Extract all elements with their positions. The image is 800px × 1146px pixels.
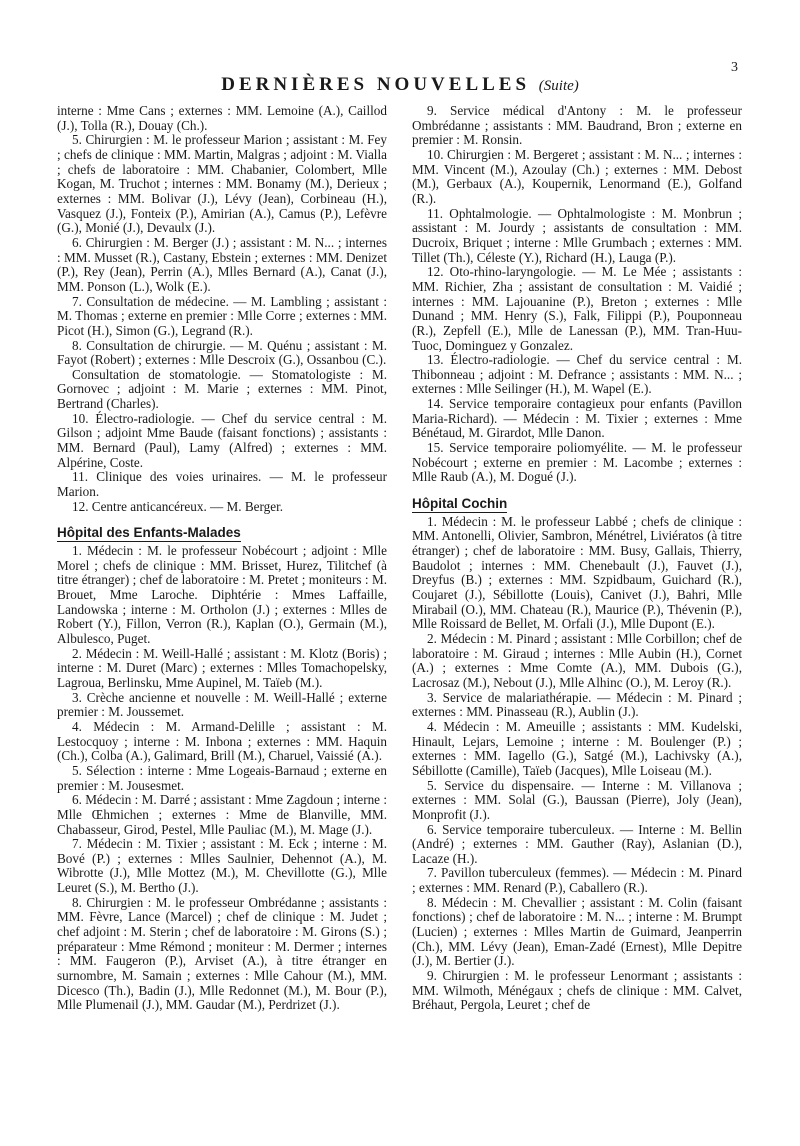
paragraph: 9. Chirurgien : M. le professeur Lenormant ; assistants : MM. Wilmoth, Ménégaux ; chefs de clinique : MM. Calvet, Bréhaut, Pergola, Leuret ; chef de [412, 968, 742, 1013]
right-top-block [412, 104, 742, 485]
paragraph: Consultation de stomatologie. — Stomatologiste : M. Gornovec ; adjoint : M. Marie ; externes : MM. Pinot, Bertrand (Charles). [57, 366, 387, 412]
paragraph: 2. Médecin : M. Weill-Hallé ; assistant : M. Klotz (Boris) ; interne : M. Duret (Marc) ; externes : Mlles Tomachopelsky, Lagroua, Berlinsku, Mme Aupinel, M. Taïeb (M.). [57, 645, 387, 690]
page-header [55, 74, 745, 96]
paragraph: 6. Médecin : M. Darré ; assistant : Mme Zagdoun ; interne : Mlle Œhmichen ; externes : Mme de Blanville, MM. Chabasseur, Girod, Pestel, Mlle Pauliac (M.), M. Mage (J.). [57, 792, 387, 837]
paragraph: 3. Crèche ancienne et nouvelle : M. Weill-Hallé ; externe premier : M. Joussemet. [57, 689, 387, 720]
paragraph: 4. Médecin : M. Ameuille ; assistants : MM. Kudelski, Hinault, Lejars, Lemoine ; interne : M. Boulenger (P.) ; externes : MM. Iagello (G.), Satgé (M.), Lachivsky (A.), Sébillotte (Camille), Taïeb (Jacques), Mlle Loiseau (M.). [412, 718, 742, 778]
paragraph: 11. Clinique des voies urinaires. — M. le professeur Marion. [57, 469, 387, 500]
section-title-enfants-malades: Hôpital des Enfants-Malades [57, 525, 241, 541]
paragraph: 12. Centre anticancéreux. — M. Berger. [72, 498, 284, 514]
paragraph: 1. Médecin : M. le professeur Labbé ; chefs de clinique : MM. Antonelli, Olivier, Sambron, Ménétrel, Liviératos (à titre étranger) ; chef de laboratoire : MM. Busy, Gallais, Thierry, Baudolot ; internes : MM. Chenebault (J.), Fauvet (J.), Dreyfus (B.) ; externes : MM. Szpidbaum, Guichard (R.), Coujaret (J.), Sébillotte (Louis), Canivet (J.), Bahri, Mlle Mirabail (O.), MM. Chateau (R.), Maurice (P.), Thévenin (P.), Mlle Roissard de Bellet, M. Orfali (J.), Mlle Dupont (E.). [412, 513, 742, 632]
paragraph: 10. Électro-radiologie. — Chef du service central : M. Gilson ; adjoint Mme Baude (faisant fonctions) ; assistants : MM. Bernard (Paul), Lamy (Alfred) ; externes : MM. Alpérine, Coste. [57, 410, 387, 470]
paragraph: 7. Pavillon tuberculeux (femmes). — Médecin : M. Pinard ; externes : MM. Renard (P.), Caballero (R.). [412, 865, 742, 896]
left-top-block [57, 104, 387, 514]
paragraph: 15. Service temporaire poliomyélite. — M. le professeur Nobécourt ; externe en premier : M. Lacombe ; externes : Mlle Raub (A.), M. Dogué (J.). [412, 440, 742, 485]
right-bottom-block [412, 515, 742, 1013]
header-suffix: (Suite) [538, 78, 579, 94]
paragraph: 1. Médecin : M. le professeur Nobécourt ; adjoint : Mlle Morel ; chefs de clinique : MM. Brisset, Hurez, Tilitchef (à titre étranger) ; chef de laboratoire : M. Pretet ; moniteurs : M. Brouet, Mme Laroche. Diphtérie : Mmes Laffaille, Landowska ; interne : M. Ortholon (J.) ; externes : Mlles de Robert (Y.), Fillon, Verron (R.), Kaplan (O.), Germain (M.), Albulesco, Puget. [57, 543, 387, 646]
paragraph: 8. Consultation de chirurgie. — M. Quénu ; assistant : M. Fayot (Robert) ; externes : Mlle Descroix (G.), Ossanbou (C.). [57, 337, 387, 368]
paragraph: 12. Oto-rhino-laryngologie. — M. Le Mée ; assistants : MM. Richier, Zha ; assistant de consultation : M. Vaidié ; internes : MM. Lajouanine (P.), Breton ; externes : Mlle Dunand ; MM. Henry (S.), Falk, Filippi (P.), Pouponneau (R.), Zepfell (E.), Mlle de Lanessan (P.), MM. Tran-Huu-Tuoc, Dominguez y Gonzalez. [412, 264, 742, 353]
paragraph: 5. Sélection : interne : Mme Logeais-Barnaud ; externe en premier : M. Jousesmet. [57, 762, 387, 793]
paragraph: 8. Chirurgien : M. le professeur Ombrédanne ; assistants : MM. Fèvre, Lance (Marcel) ; chef de clinique : M. Judet ; chef adjoint : M. Sterin ; chef de laboratoire : M. Girons (S.) ; préparateur : Mme Rémond ; moniteur : M. Dermer ; internes : MM. Faugeron (P.), Arviset (A.), à titre étranger en surnombre, M. Samain ; externes : Mlle Cahour (M.), MM. Dicesco (Th.), Badin (J.), Mlle Redonnet (M.), M. Bour (P.), Mlle Plumenail (J.), MM. Gaudar (M.), Perdrizet (J.). [57, 894, 387, 1013]
section-title-cochin: Hôpital Cochin [412, 496, 508, 512]
paragraph: 14. Service temporaire contagieux pour enfants (Pavillon Maria-Richard). — Médecin : M. Tixier ; externes : Mme Bénétaud, M. Girardot, Mlle Danon. [412, 396, 742, 441]
paragraph: 10. Chirurgien : M. Bergeret ; assistant : M. N... ; internes : MM. Vincent (M.), Azoulay (Ch.) ; externes : MM. Debost (M.), Gerbaux (A.), Koupernik, Lenormand (E.), Golfand (R.). [412, 146, 742, 206]
header-title: DERNIÈRES NOUVELLES [221, 74, 531, 95]
paragraph: 6. Service temporaire tuberculeux. — Interne : M. Bellin (André) ; externes : MM. Gauther (Ray), Aslanian (D.), Lacaze (H.). [412, 821, 742, 866]
paragraph: 8. Médecin : M. Chevallier ; assistant : M. Colin (faisant fonctions) ; chef de laboratoire : M. N... ; interne : M. Brumpt (Lucien) ; externes : Mlles Martin de Guimard, Jeanperrin (Ch.), MM. Lévy (Jean), Eman-Zadé (Ernest), Mlle Depitre (J.), M. Bertier (J.). [412, 894, 742, 969]
left-bottom-block [57, 544, 387, 1013]
paragraph: 5. Service du dispensaire. — Interne : M. Villanova ; externes : MM. Solal (G.), Baussan (Pierre), Joly (Jean), Monprofit (J.). [412, 777, 742, 822]
paragraph: 7. Médecin : M. Tixier ; assistant : M. Eck ; interne : M. Bové (P.) ; externes : Mlles Saulnier, Dehennot (A.), M. Wibrotte (J.), Mlle Mottez (M.), M. Chevillotte (G.), Mlle Leuret (S.), M. Bertho (J.). [57, 836, 387, 896]
paragraph: 13. Électro-radiologie. — Chef du service central : M. Thibonneau ; adjoint : M. Defrance ; assistants : MM. N... ; externes : Mlle Seilinger (H.), M. Wapel (E.). [412, 352, 742, 397]
paragraph: 4. Médecin : M. Armand-Delille ; assistant : M. Lestocquoy ; interne : M. Inbona ; externes : MM. Haquin (Ch.), Colba (A.), Galimard, Brill (M.), Charuel, Vaissié (A.). [57, 718, 387, 764]
right-column [412, 104, 742, 1013]
paragraph: interne : Mme Cans ; externes : MM. Lemoine (A.), Caillod (J.), Tolla (R.), Douay (Ch.). [57, 103, 387, 133]
paragraph: 11. Ophtalmologie. — Ophtalmologiste : M. Monbrun ; assistant : M. Jourdy ; assistants de consultation : MM. Ducroix, Briquet ; interne : Mlle Grumbach ; externes : MM. Tillet (Th.), Céleste (Y.), Richard (H.), Lauga (P.). [412, 205, 742, 265]
page-number: 3 [731, 60, 738, 75]
paragraph: 6. Chirurgien : M. Berger (J.) ; assistant : M. N... ; internes : MM. Musset (R.), Castany, Ebstein ; externes : MM. Denizet (P.), Rey (Jean), Perrin (A.), Mlles Bernard (A.), Canat (J.), MM. Ponson (L.), Wolk (E.). [57, 234, 387, 294]
paragraph: 7. Consultation de médecine. — M. Lambling ; assistant : M. Thomas ; externe en premier : Mlle Corre ; externes : MM. Picot (H.), Simon (G.), Legrand (R.). [57, 293, 387, 338]
left-column [57, 104, 387, 1013]
paragraph: 2. Médecin : M. Pinard ; assistant : Mlle Corbillon; chef de laboratoire : M. Giraud ; internes : Mlle Aubin (H.), Cornet (A.) ; externes : Mme Comte (A.), MM. Dubois (G.), Lacrosaz (M.), Nebout (J.), Mlle Alhinc (O.), M. Leroy (R.). [412, 630, 742, 690]
paragraph: 9. Service médical d'Antony : M. le professeur Ombrédanne ; assistants : MM. Baudrand, Bron ; externe en premier : M. Ronsin. [412, 103, 742, 148]
paragraph: 3. Service de malariathérapie. — Médecin : M. Pinard ; externes : MM. Pinasseau (R.), Aublin (J.). [412, 689, 742, 720]
paragraph: 5. Chirurgien : M. le professeur Marion ; assistant : M. Fey ; chefs de clinique : MM. Martin, Malgras ; adjoint : M. Vialla ; chefs de laboratoire : MM. Chabanier, Colombert, Mlle Kogan, M. Truchot ; internes : MM. Bonamy (M.), Derieux ; externes : MM. Bolivar (J.), Lévy (Jean), Corbineau (H.), Vasquez (J.), Fonteix (P.), Amirian (A.), Camus (P.), Lefèvre (G.), Monié (J.), Devaulx (J.). [57, 132, 387, 236]
